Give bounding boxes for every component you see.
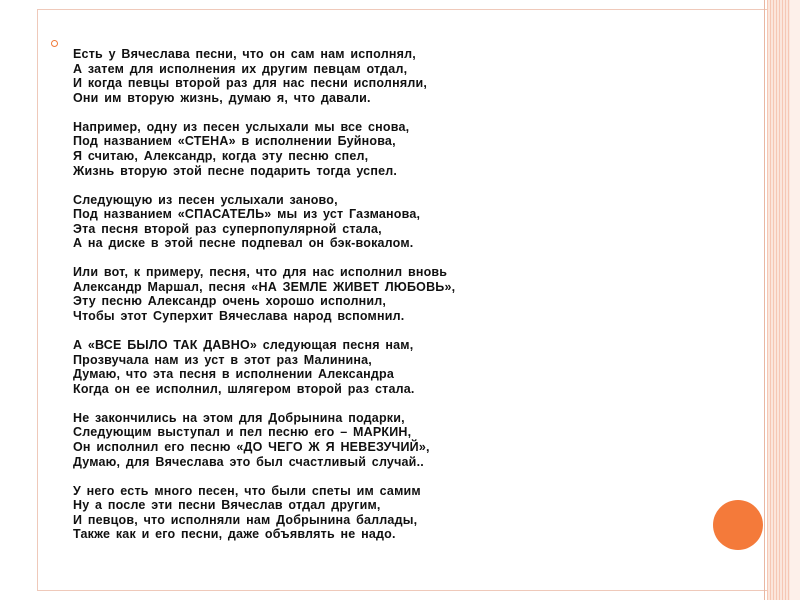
poem-line: Например, одну из песен услыхали мы все снова, — [73, 119, 410, 134]
poem-line: Или вот, к примеру, песня, что для нас исполнил вновь — [73, 265, 448, 280]
poem-line: Ну а после эти песни Вячеслав отдал другим, — [73, 498, 381, 513]
edge-rule — [764, 0, 765, 600]
poem-line: Также как и его песни, даже объявлять не надо. — [73, 527, 396, 542]
stanza-6 — [73, 411, 733, 469]
stanza-5 — [73, 338, 733, 396]
poem-line: Прозвучала нам из уст в этот раз Малинина, — [73, 352, 372, 367]
poem-line: Он исполнил его песню «ДО ЧЕГО Ж Я НЕВЕЗУЧИЙ», — [73, 440, 430, 455]
bullet-icon — [51, 40, 58, 47]
stanza-1 — [73, 47, 733, 105]
poem-line: У него есть много песен, что были спеты им самим — [73, 483, 421, 498]
stanza-3 — [73, 193, 733, 251]
poem-line: Под названием «СТЕНА» в исполнении Буйнова, — [73, 134, 396, 149]
poem-line: Думаю, что эта песня в исполнении Александра — [73, 367, 394, 382]
poem-line: А на диске в этой песне подпевал он бэк-вокалом. — [73, 236, 414, 251]
poem-line: Думаю, для Вячеслава это был счастливый случай.. — [73, 454, 424, 469]
stanza-7 — [73, 484, 733, 542]
poem-line: Чтобы этот Суперхит Вячеслава народ вспомнил. — [73, 309, 405, 324]
poem-line: И певцов, что исполняли нам Добрынина баллады, — [73, 512, 418, 527]
poem-line: А затем для исполнения их другим певцам отдал, — [73, 61, 408, 76]
poem-line: Под названием «СПАСАТЕЛЬ» мы из уст Газманова, — [73, 207, 421, 222]
stanza-2 — [73, 120, 733, 178]
poem-text — [73, 47, 733, 556]
poem-line: Я считаю, Александр, когда эту песню спел, — [73, 148, 369, 163]
decorative-stripe-edge — [790, 0, 800, 600]
poem-line: Александр Маршал, песня «НА ЗЕМЛЕ ЖИВЕТ ЛЮБОВЬ», — [73, 279, 456, 294]
poem-line: Есть у Вячеслава песни, что он сам нам исполнял, — [73, 47, 416, 61]
poem-line: Жизнь вторую этой песне подарить тогда успел. — [73, 163, 398, 178]
poem-line: Эту песню Александр очень хорошо исполнил, — [73, 294, 387, 309]
poem-line: А «ВСЕ БЫЛО ТАК ДАВНО» следующая песня нам, — [73, 338, 414, 353]
poem-line: Когда он ее исполнил, шлягером второй раз стала. — [73, 381, 415, 396]
poem-line: Они им вторую жизнь, думаю я, что давали. — [73, 90, 371, 105]
poem-line: И когда певцы второй раз для нас песни исполняли, — [73, 76, 428, 91]
stanza-4 — [73, 265, 733, 323]
poem-line: Следующую из песен услыхали заново, — [73, 192, 338, 207]
poem-line: Эта песня второй раз суперпопулярной стала, — [73, 221, 382, 236]
orange-circle-decoration — [713, 500, 763, 550]
poem-line: Следующим выступал и пел песню его – МАРКИН, — [73, 425, 412, 440]
poem-line: Не закончились на этом для Добрынина подарки, — [73, 410, 405, 425]
